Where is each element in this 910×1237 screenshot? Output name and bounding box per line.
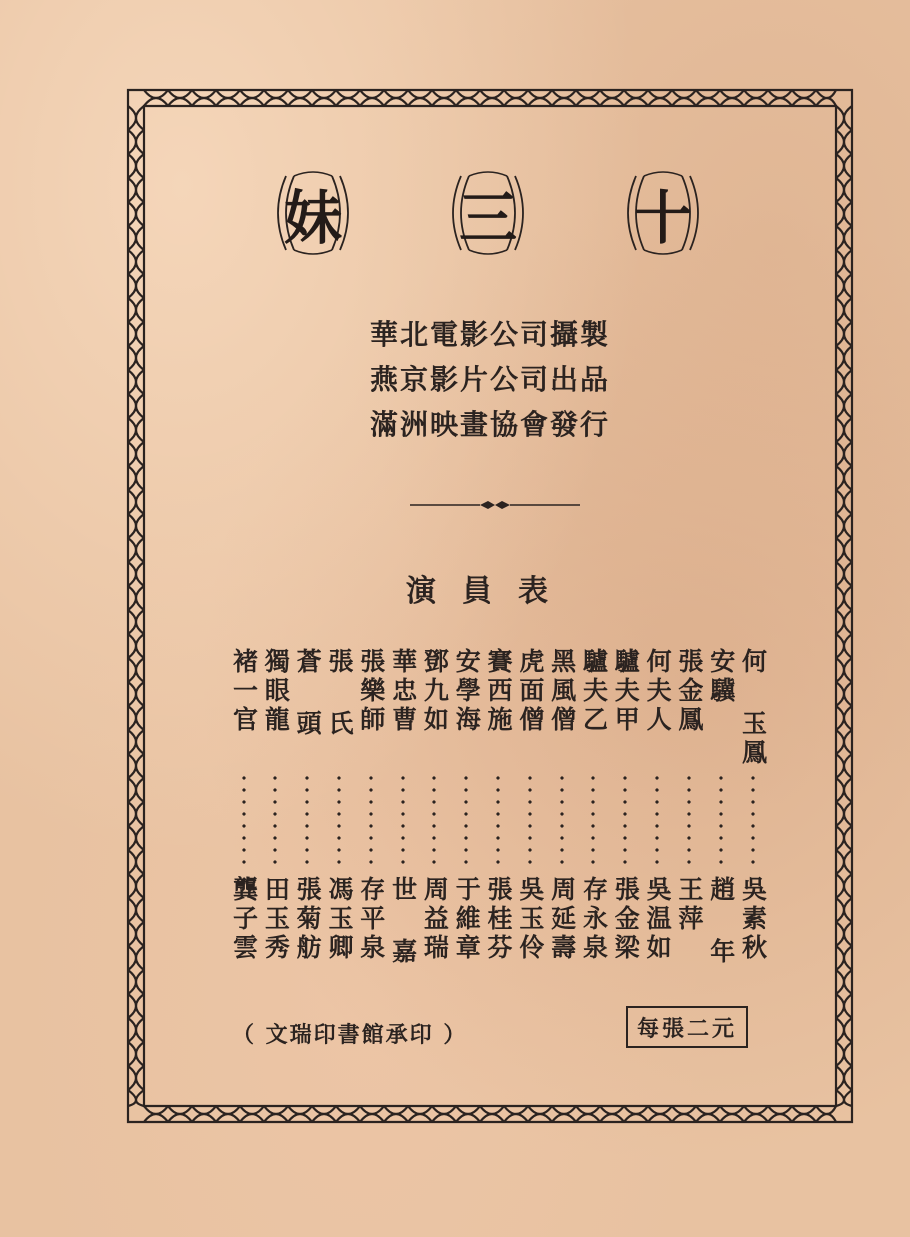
dotted-leader (655, 772, 659, 868)
title-char-3: 妹 (268, 168, 358, 258)
cast-role: 獨眼龍 (261, 648, 291, 735)
cast-role: 張 氏 (324, 648, 354, 739)
cast-role: 蒼 頭 (293, 648, 323, 739)
cast-role: 安驥 (706, 648, 736, 706)
dotted-leader (528, 772, 532, 868)
cast-entry (578, 648, 609, 988)
cast-role: 黑風僧 (547, 648, 577, 735)
dotted-leader (401, 772, 405, 868)
title-char-2: 三 (443, 168, 533, 258)
cast-actor: 周延壽 (547, 876, 577, 963)
cast-entry (355, 648, 386, 988)
cast-role: 華忠曹 (388, 648, 418, 735)
cast-actor: 張菊舫 (293, 876, 323, 963)
dotted-leader (242, 772, 246, 868)
dotted-leader (464, 772, 468, 868)
cast-role: 鄧九如 (420, 648, 450, 735)
cast-entry (610, 648, 641, 988)
dotted-leader (751, 772, 755, 868)
dotted-leader (337, 772, 341, 868)
cast-role: 賽西施 (484, 648, 513, 735)
cast-actor: 王萍 (674, 876, 704, 934)
cast-entry (419, 648, 450, 988)
cast-entry (673, 648, 704, 988)
price-box: 每張二元 (626, 1006, 748, 1048)
credit-line-production: 華北電影公司攝製 (369, 318, 610, 351)
cast-actor: 龔子雲 (229, 876, 259, 963)
cast-role: 安學海 (452, 648, 482, 735)
cast-entry (705, 648, 736, 988)
dotted-leader (273, 772, 277, 868)
cast-actor: 世 嘉 (388, 876, 418, 967)
cast-entry (483, 648, 514, 988)
cast-role: 何 玉鳳 (738, 648, 768, 768)
cast-actor: 于維章 (452, 876, 482, 963)
cast-actor: 吳玉伶 (515, 876, 545, 963)
production-credits (300, 312, 680, 447)
cast-actor: 存永泉 (579, 876, 609, 963)
cast-actor: 趙 年 (706, 876, 736, 967)
cast-entry (514, 648, 545, 988)
cast-entry (546, 648, 577, 988)
dotted-leader (432, 772, 436, 868)
cast-role: 張樂師 (356, 648, 386, 735)
cast-actor: 存平泉 (356, 876, 386, 963)
cast-entry (387, 648, 418, 988)
cast-actor: 馮玉卿 (324, 876, 354, 963)
cast-entry (323, 648, 354, 988)
cast-role: 何夫人 (643, 648, 673, 735)
cast-entry (292, 648, 323, 988)
dotted-leader (560, 772, 564, 868)
cast-role: 張金鳳 (674, 648, 704, 735)
dotted-leader (369, 772, 373, 868)
cast-entry (737, 648, 768, 988)
cast-entry (260, 648, 291, 988)
cast-list (228, 648, 768, 988)
cast-actor: 吳素秋 (738, 876, 768, 963)
cast-role: 虎面僧 (515, 648, 545, 735)
dotted-leader (496, 772, 500, 868)
cast-entry (451, 648, 482, 988)
cast-entry (642, 648, 673, 988)
cast-actor: 張金梁 (611, 876, 641, 963)
cast-actor: 田玉秀 (261, 876, 291, 963)
cast-role: 驢夫乙 (579, 648, 609, 735)
cast-actor: 吳温如 (643, 876, 673, 963)
dotted-leader (623, 772, 627, 868)
ornamental-divider (410, 500, 580, 510)
title-char-1: 十 (618, 168, 708, 258)
dotted-leader (687, 772, 691, 868)
cast-entry (228, 648, 259, 988)
dotted-leader (305, 772, 309, 868)
dotted-leader (719, 772, 723, 868)
credit-line-producer: 燕京影片公司出品 (369, 363, 610, 396)
credit-line-distributor: 滿洲映畫協會發行 (369, 408, 610, 441)
film-title (268, 168, 708, 258)
cast-heading: 演員表 (406, 574, 574, 609)
cast-role: 褚一官 (229, 648, 259, 735)
cast-role: 驢夫甲 (611, 648, 641, 735)
cast-actor: 周益瑞 (420, 876, 450, 963)
dotted-leader (591, 772, 595, 868)
cast-actor: 張桂芬 (484, 876, 513, 963)
printer-credit: （ 文瑞印書館承印 ） (232, 1022, 468, 1048)
